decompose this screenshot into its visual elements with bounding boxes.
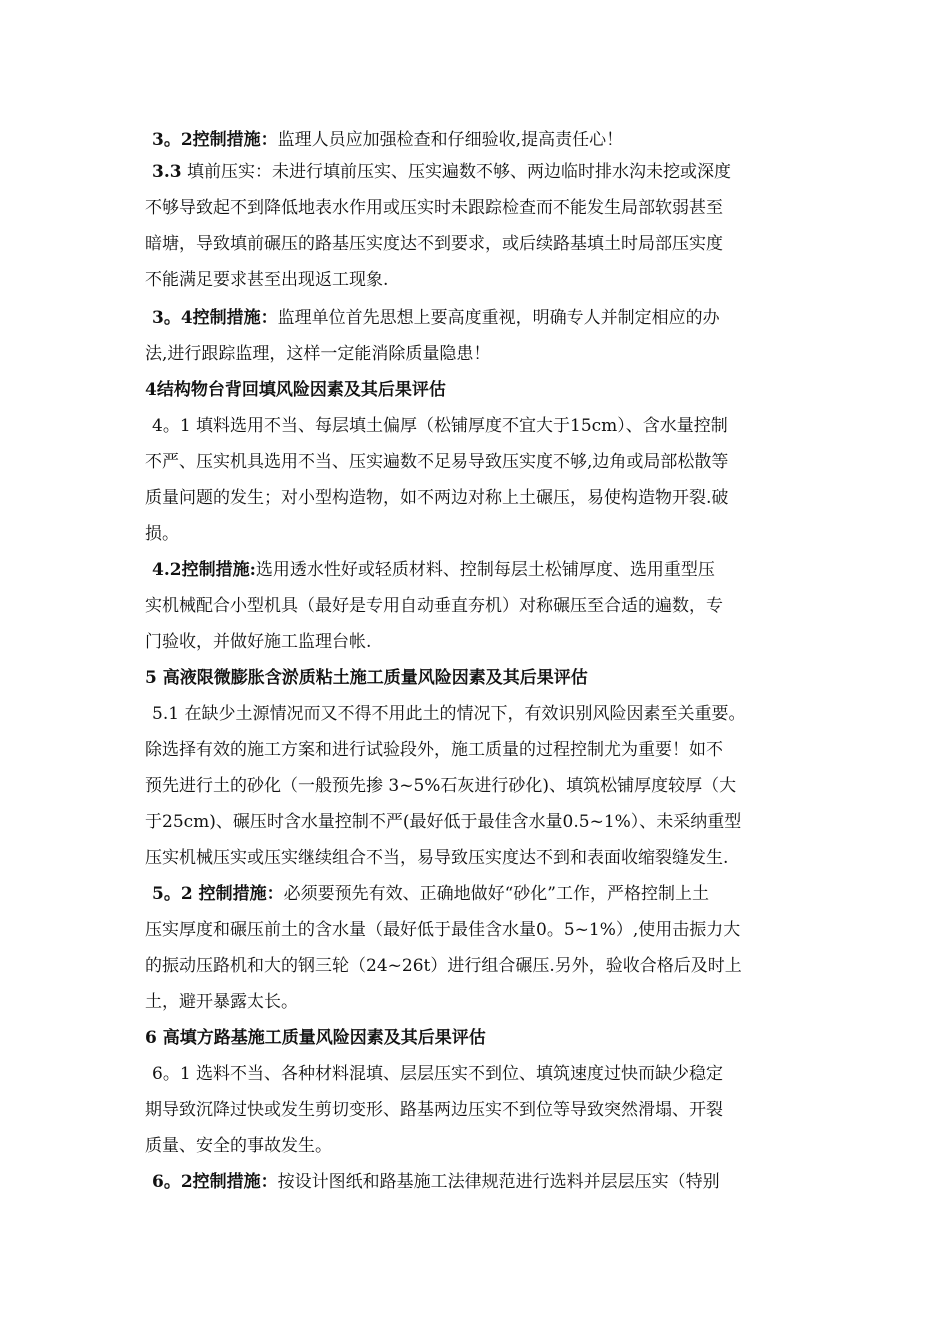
- line-text: 法,进行跟踪监理，这样一定能消除质量隐患！: [145, 344, 491, 364]
- measure-label: 3.3: [152, 162, 182, 182]
- paragraph-line: [145, 990, 825, 1014]
- paragraph-line: [145, 232, 825, 256]
- line-text: 压实厚度和碾压前土的含水量（最好低于最佳含水量0。5~1%）,使用击振力大: [145, 920, 741, 940]
- paragraph-line: [145, 630, 825, 654]
- line-text: 不严、压实机具选用不当、压实遍数不足易导致压实度不够,边角或局部松散等: [145, 452, 729, 472]
- paragraph-line: [145, 774, 825, 798]
- line-text: 6。1 选料不当、各种材料混填、层层压实不到位、填筑速度过快而缺少稳定: [152, 1064, 724, 1084]
- paragraph-line: [152, 558, 832, 582]
- line-text: 不够导致起不到降低地表水作用或压实时未跟踪检查而不能发生局部软弱甚至: [145, 198, 723, 218]
- line-text: 4。1 填料选用不当、每层填土偏厚（松铺厚度不宜大于15cm）、含水量控制: [152, 416, 728, 436]
- line-text: 监理人员应加强检查和仔细验收,提高责任心！: [277, 130, 624, 150]
- paragraph-line: [145, 846, 825, 870]
- paragraph-line: [145, 196, 825, 220]
- line-text: 质量问题的发生；对小型构造物，如不两边对称上土碾压，易使构造物开裂.破: [145, 488, 729, 508]
- measure-label: 4.2控制措施:: [152, 560, 256, 580]
- line-text: 预先进行土的砂化（一般预先掺 3~5%石灰进行砂化)、填筑松铺厚度较厚（大: [145, 776, 737, 796]
- paragraph-line: [145, 342, 825, 366]
- line-text: 损。: [145, 524, 179, 544]
- measure-label: 6。2控制措施：: [152, 1172, 278, 1192]
- line-text: 必须要预先有效、正确地做好“砂化”工作，严格控制上土: [283, 884, 709, 904]
- paragraph-line: [145, 522, 825, 546]
- paragraph-line: [145, 738, 825, 762]
- line-text: 暗塘，导致填前碾压的路基压实度达不到要求，或后续路基填土时局部压实度: [145, 234, 723, 254]
- paragraph-line: [145, 268, 825, 292]
- section-heading: 4结构物台背回填风险因素及其后果评估: [145, 380, 446, 400]
- paragraph-line: [152, 1062, 832, 1086]
- paragraph-line: [152, 306, 832, 330]
- paragraph-line: [145, 918, 825, 942]
- paragraph-line: [145, 594, 825, 618]
- paragraph-line: [152, 702, 832, 726]
- paragraph-line: [152, 414, 832, 438]
- paragraph-line: [152, 160, 832, 184]
- measure-label: 3。2控制措施：: [152, 130, 278, 150]
- paragraph-line: [145, 810, 825, 834]
- line-text: 除选择有效的施工方案和进行试验段外，施工质量的过程控制尤为重要！如不: [145, 740, 723, 760]
- line-text: 期导致沉降过快或发生剪切变形、路基两边压实不到位等导致突然滑塌、开裂: [145, 1100, 723, 1120]
- paragraph-line: [145, 450, 825, 474]
- paragraph-line: [152, 882, 832, 906]
- line-text: 于25cm)、碾压时含水量控制不严(最好低于最佳含水量0.5~1%）、未采纳重型: [145, 812, 742, 832]
- paragraph-line: [152, 128, 832, 152]
- line-text: 填前压实：未进行填前压实、压实遍数不够、两边临时排水沟未挖或深度: [181, 162, 731, 182]
- line-text: 实机械配合小型机具（最好是专用自动垂直夯机）对称碾压至合适的遍数，专: [145, 596, 723, 616]
- section-heading: 6 高填方路基施工质量风险因素及其后果评估: [145, 1028, 486, 1048]
- measure-label: 3。4控制措施：: [152, 308, 278, 328]
- paragraph-line: [145, 954, 825, 978]
- line-text: 5.1 在缺少土源情况而又不得不用此土的情况下，有效识别风险因素至关重要。: [152, 704, 746, 724]
- line-text: 监理单位首先思想上要高度重视，明确专人并制定相应的办: [277, 308, 720, 328]
- section-heading: 5 高液限微膨胀含淤质粘土施工质量风险因素及其后果评估: [145, 668, 588, 688]
- line-text: 不能满足要求甚至出现返工现象.: [145, 270, 389, 290]
- line-text: 压实机械压实或压实继续组合不当，易导致压实度达不到和表面收缩裂缝发生.: [145, 848, 729, 868]
- line-text: 的振动压路机和大的钢三轮（24~26t）进行组合碾压.另外，验收合格后及时上: [145, 956, 742, 976]
- paragraph-line: [145, 1098, 825, 1122]
- paragraph-line: [152, 1170, 832, 1194]
- line-text: 质量、安全的事故发生。: [145, 1136, 332, 1156]
- line-text: 按设计图纸和路基施工法律规范进行选料并层层压实（特别: [277, 1172, 720, 1192]
- line-text: 土，避开暴露太长。: [145, 992, 298, 1012]
- paragraph-line: [145, 486, 825, 510]
- line-text: 门验收，并做好施工监理台帐.: [145, 632, 372, 652]
- measure-label: 5。2 控制措施：: [152, 884, 284, 904]
- paragraph-line: [145, 1134, 825, 1158]
- line-text: 选用透水性好或轻质材料、控制每层土松铺厚度、选用重型压: [255, 560, 715, 580]
